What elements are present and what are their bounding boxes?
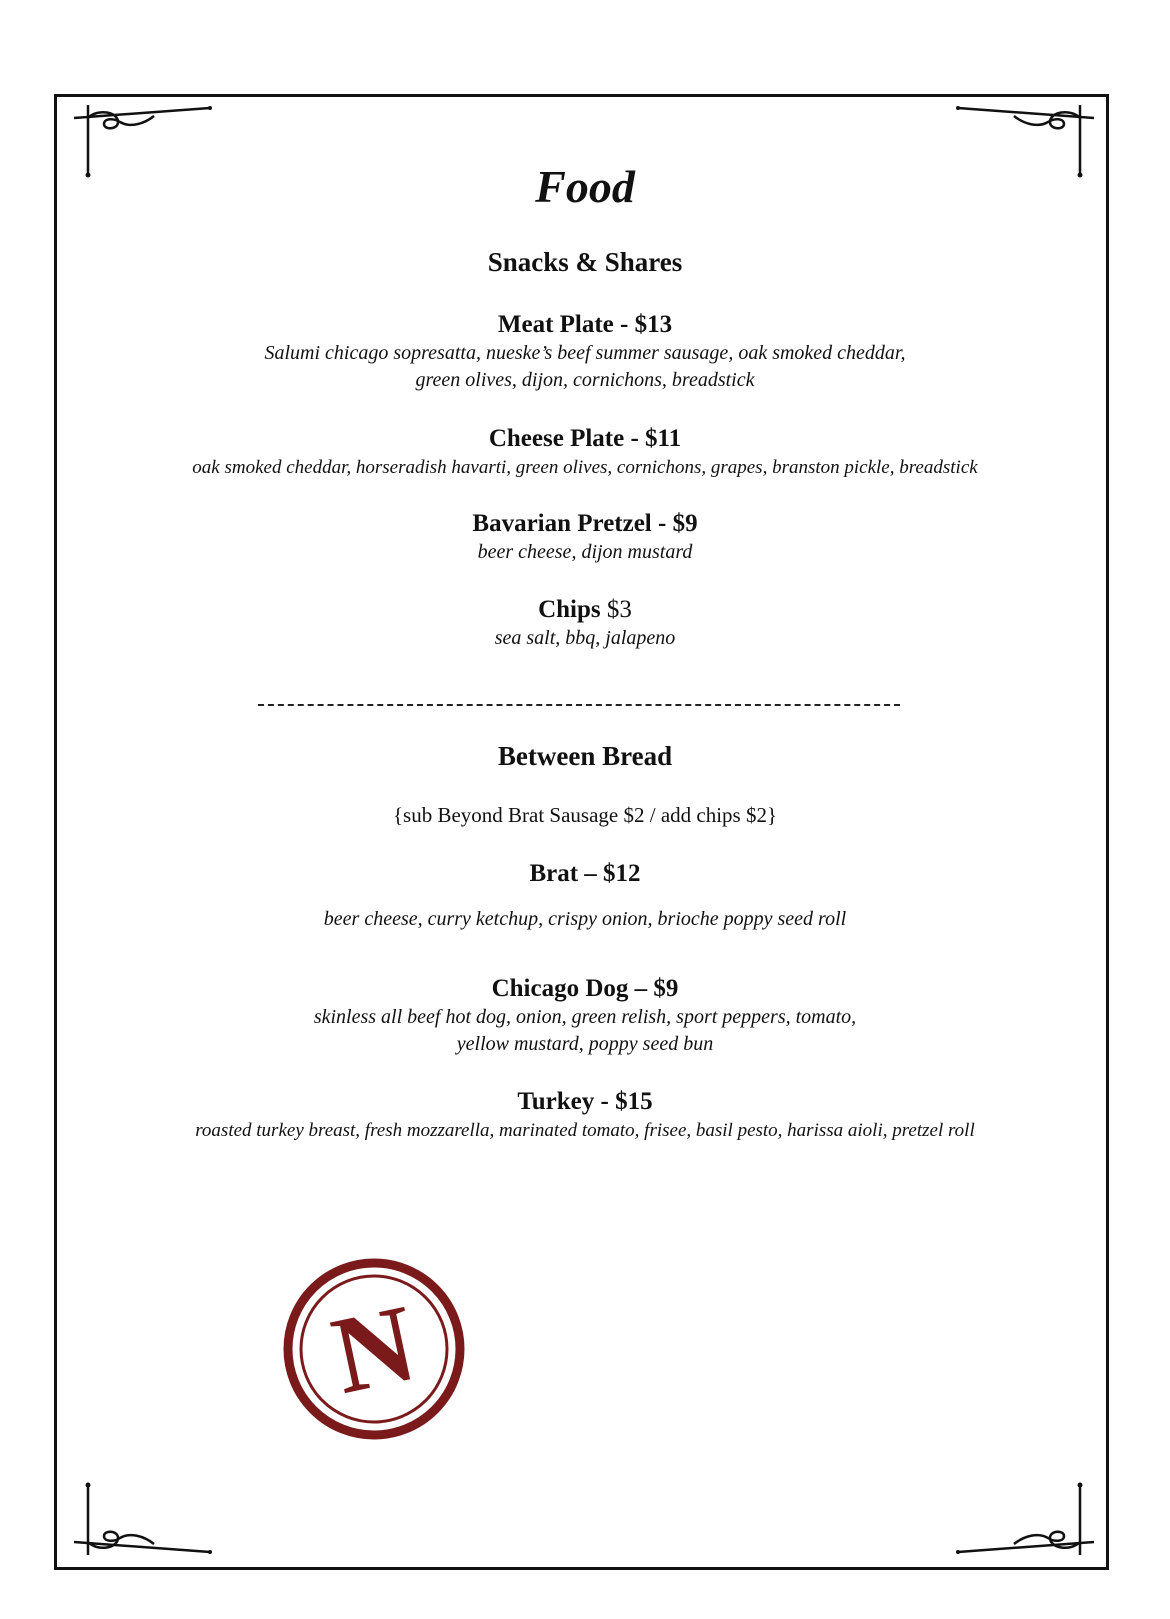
corner-flourish-bottom-left	[70, 1470, 220, 1560]
item-description: oak smoked cheddar, horseradish havarti, green olives, cornichons, grapes, branston pickle, breadstick	[192, 457, 978, 478]
section-title-snacks: Snacks & Shares	[487, 247, 683, 277]
section-divider	[258, 704, 900, 706]
svg-text:N: N	[322, 1281, 426, 1417]
item-name: Brat – $12	[529, 860, 641, 887]
item-name: Meat Plate - $13	[497, 311, 673, 338]
item-name-row	[100, 595, 1070, 625]
item-name: Turkey - $15	[517, 1088, 653, 1115]
item-price: $3	[606, 596, 632, 623]
item-description: beer cheese, curry ketchup, crispy onion, brioche poppy seed roll	[323, 908, 847, 930]
menu-item-bavarian-pretzel	[100, 509, 1070, 566]
menu-item-chicago-dog	[100, 974, 1070, 1058]
menu-item-turkey	[100, 1087, 1070, 1144]
menu-item-meat-plate	[100, 310, 1070, 394]
item-description: roasted turkey breast, fresh mozzarella, marinated tomato, frisee, basil pesto, harissa aioli, pretzel roll	[195, 1120, 975, 1141]
item-description: sea salt, bbq, jalapeno	[494, 627, 676, 649]
item-name: Bavarian Pretzel - $9	[472, 510, 698, 537]
page-title: Food	[535, 161, 635, 212]
section-title-between-bread: Between Bread	[497, 741, 673, 771]
item-description: skinless all beef hot dog, onion, green relish, sport peppers, tomato,	[313, 1006, 857, 1028]
menu-item-brat	[100, 859, 1070, 933]
item-description: beer cheese, dijon mustard	[477, 541, 693, 563]
menu-item-chips	[100, 595, 1070, 652]
restaurant-logo	[283, 1258, 465, 1440]
substitution-note: {sub Beyond Brat Sausage $2 / add chips $2}	[392, 803, 778, 827]
item-description: green olives, dijon, cornichons, breadstick	[415, 369, 755, 391]
menu-item-cheese-plate	[100, 424, 1070, 481]
item-name: Chips	[538, 596, 601, 623]
item-description: Salumi chicago sopresatta, nueske’s beef summer sausage, oak smoked cheddar,	[264, 342, 906, 364]
item-name: Cheese Plate - $11	[488, 425, 682, 452]
corner-flourish-bottom-right	[948, 1470, 1098, 1560]
item-description: yellow mustard, poppy seed bun	[456, 1033, 714, 1055]
item-name: Chicago Dog – $9	[491, 975, 679, 1002]
